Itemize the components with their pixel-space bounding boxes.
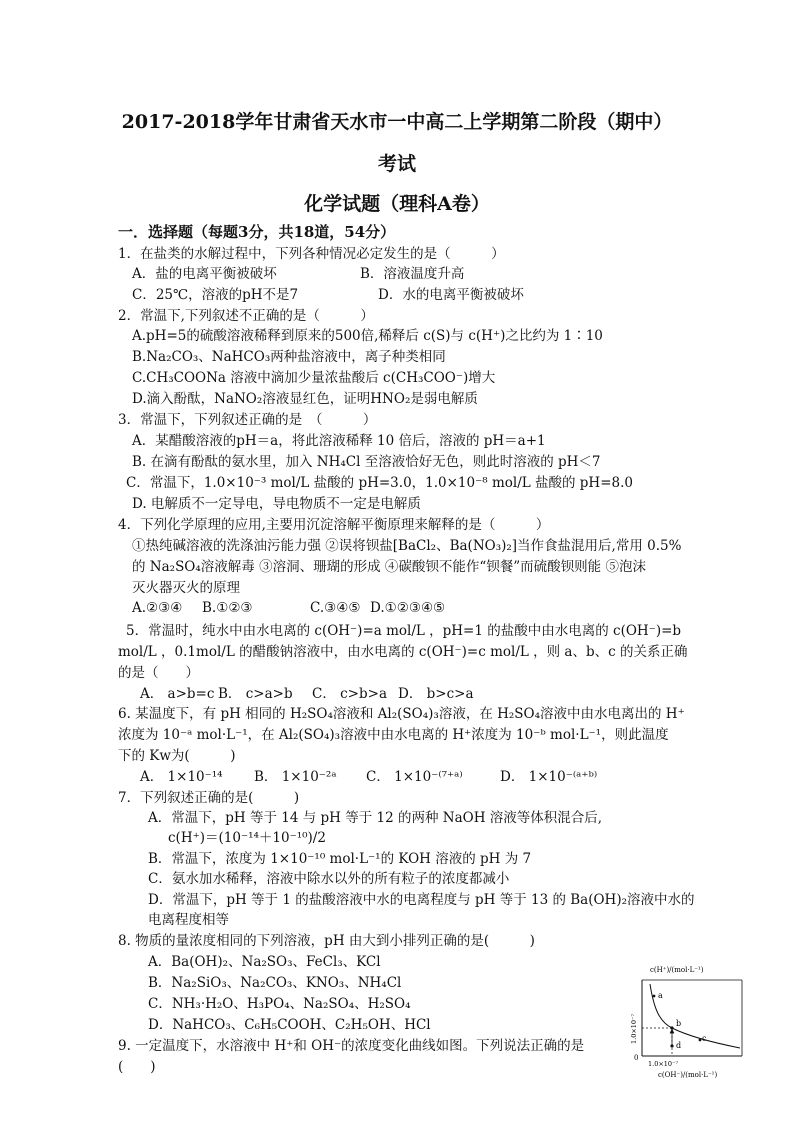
- question-8-option-b: B．Na₂SiO₃、Na₂CO₃、KNO₃、NH₄Cl: [148, 975, 402, 991]
- question-8-option-d: D．NaHCO₃、C₆H₅COOH、C₂H₅OH、HCl: [148, 1017, 431, 1033]
- question-7-option-b: B．常温下，浓度为 1×10⁻¹⁰ mol·L⁻¹的 KOH 溶液的 pH 为 7: [148, 851, 532, 867]
- graph-origin-label: 0: [634, 1054, 639, 1062]
- graph-y-axis-label: c(H⁺)/(mol·L⁻¹): [650, 966, 704, 974]
- question-1-option-a: A．盐的电离平衡被破坏: [132, 266, 277, 282]
- question-8-option-a: A．Ba(OH)₂、Na₂SO₃、FeCl₃、KCl: [148, 954, 381, 970]
- question-2-option-b: B.Na₂CO₃、NaHCO₃两种盐溶液中，离子种类相同: [132, 349, 446, 365]
- graph-point-c: [699, 1039, 702, 1042]
- question-5-option-a: A． a>b=c: [140, 686, 215, 702]
- exam-title-line1: 2017-2018学年甘肃省天水市一中高二上学期第二阶段（期中）: [121, 111, 673, 133]
- question-4-option-c: C.③④⑤: [310, 600, 361, 616]
- question-1-option-c: C．25℃，溶液的pH不是7: [132, 287, 299, 303]
- question-3-option-d: D. 电解质不一定导电，导电物质不一定是电解质: [132, 496, 421, 512]
- question-5-option-d: D． b>c>a: [398, 686, 474, 702]
- question-1-option-d: D．水的电离平衡被破坏: [378, 287, 524, 303]
- question-6-option-b: B． 1×10⁻²ᵃ: [254, 769, 337, 785]
- graph-label-a: a: [658, 991, 663, 1000]
- question-4-option-a: A.②③④: [132, 600, 183, 616]
- question-7-stem: 7．下列叙述正确的是( ): [118, 790, 300, 806]
- question-2-option-a: A.pH=5的硫酸溶液稀释到原来的500倍,稀释后 c(S)与 c(H⁺)之比约为 1∶10: [132, 328, 603, 344]
- question-3-option-c: C．常温下，1.0×10⁻³ mol/L 盐酸的 pH=3.0，1.0×10⁻⁸ mol/L 盐酸的 pH=8.0: [126, 475, 633, 491]
- exam-subtitle: 化学试题（理科A卷）: [304, 193, 490, 215]
- question-8-stem: 8. 物质的量浓度相同的下列溶液，pH 由大到小排列正确的是( ): [118, 933, 535, 949]
- question-4-line2: ①热纯碱溶液的洗涤油污能力强 ②误将钡盐[BaCl₂、Ba(NO₃)₂]当作食盐混用后,常用 0.5%: [132, 538, 682, 554]
- question-9-line1: 9. 一定温度下，水溶液中 H⁺和 OH⁻的浓度变化曲线如图。下列说法正确的是: [118, 1038, 585, 1054]
- exam-title-line2: 考试: [377, 153, 416, 175]
- question-6-option-d: D． 1×10⁻⁽ᵃ⁺ᵇ⁾: [500, 769, 598, 785]
- graph-point-a: [653, 995, 656, 998]
- question-4-option-d: D.①②③④⑤: [370, 600, 446, 616]
- graph-y-tick-label: 1.0×10⁻⁷: [630, 1013, 638, 1044]
- question-2-option-d: D.滴入酚酞，NaNO₂溶液显红色，证明HNO₂是弱电解质: [132, 391, 478, 407]
- graph-label-b: b: [676, 1019, 682, 1028]
- graph-label-d: d: [676, 1041, 682, 1050]
- question-4-option-b: B.①②③: [202, 600, 253, 616]
- question-7-option-a-line1: A．常温下，pH 等于 14 与 pH 等于 12 的两种 NaOH 溶液等体积混合后,: [148, 810, 603, 826]
- question-6-option-a: A． 1×10⁻¹⁴: [140, 769, 223, 785]
- section-heading: 一．选择题（每题3分，共18道，54分）: [118, 223, 396, 241]
- question-1-option-b: B．溶液温度升高: [360, 266, 465, 282]
- question-2-stem: 2．常温下,下列叙述不正确的是（ ）: [118, 308, 374, 324]
- graph-point-d: [670, 1044, 673, 1047]
- question-1-stem: 1．在盐类的水解过程中，下列各种情况必定发生的是（ ）: [118, 246, 505, 262]
- question-7-option-c: C．氨水加水稀释，溶液中除水以外的所有粒子的浓度都减小: [148, 871, 510, 887]
- question-6-line3: 下的 Kw为( ): [118, 748, 236, 764]
- question-4-line3: 的 Na₂SO₄溶液解毒 ③溶洞、珊瑚的形成 ④碳酸钡不能作“钡餐”而硫酸钡则能 ⑤泡沫: [132, 559, 646, 575]
- question-5-line1: 5．常温时，纯水中由水电离的 c(OH⁻)=a mol/L ，pH=1 的盐酸中由水电离的 c(OH⁻)=b: [126, 623, 682, 639]
- graph-curve: [650, 984, 740, 1048]
- question-5-line2: mol/L ，0.1mol/L 的醋酸钠溶液中，由水电离的 c(OH⁻)=c mol/L ，则 a、b、c 的关系正确: [118, 644, 688, 660]
- question-4-line4: 灭火器灭火的原理: [132, 580, 240, 596]
- question-3-option-b: B. 在滴有酚酞的氨水里，加入 NH₄Cl 至溶液恰好无色，则此时溶液的 pH＜7: [132, 454, 601, 470]
- question-6-option-c: C． 1×10⁻⁽⁷⁺ᵃ⁾: [366, 769, 463, 785]
- question-3-option-a: A．某醋酸溶液的pH＝a，将此溶液稀释 10 倍后，溶液的 pH＝a+1: [132, 433, 546, 449]
- question-5-line3: 的是（ ）: [118, 665, 199, 681]
- question-4-stem: 4．下列化学原理的应用,主要用沉淀溶解平衡原理来解释的是（ ）: [118, 517, 550, 533]
- question-8-option-c: C．NH₃·H₂O、H₃PO₄、Na₂SO₄、H₂SO₄: [148, 996, 411, 1012]
- question-7-option-d-line1: D．常温下，pH 等于 1 的盐酸溶液中水的电离程度与 pH 等于 13 的 Ba(OH)₂溶液中水的: [148, 892, 695, 908]
- question-2-option-c: C.CH₃COONa 溶液中滴加少量浓盐酸后 c(CH₃COO⁻)增大: [132, 370, 496, 386]
- question-5-option-b: B． c>a>b: [218, 686, 293, 702]
- question-3-stem: 3．常温下，下列叙述正确的是 （ ）: [118, 412, 377, 428]
- question-6-line2: 浓度为 10⁻ᵃ mol·L⁻¹，在 Al₂(SO₄)₃溶液中由水电离的 H⁺浓度为 10⁻ᵇ mol·L⁻¹，则此温度: [118, 727, 669, 743]
- graph-x-tick-label: 1.0×10⁻⁷: [648, 1060, 679, 1068]
- graph-label-c: c: [702, 1034, 707, 1043]
- graph-point-b: [670, 1026, 673, 1029]
- question-9-line2: ( ): [118, 1059, 156, 1075]
- question-7-option-d-line2: 电离程度相等: [148, 912, 229, 928]
- ion-concentration-graph: [614, 960, 750, 1080]
- graph-x-axis-label: c(OH⁻)/(mol·L⁻¹): [658, 1071, 718, 1079]
- question-7-option-a-line2: c(H⁺)＝(10⁻¹⁴＋10⁻¹⁰)/2: [168, 830, 326, 846]
- question-5-option-c: C． c>b>a: [312, 686, 387, 702]
- question-6-line1: 6. 某温度下，有 pH 相同的 H₂SO₄溶液和 Al₂(SO₄)₃溶液，在 H₂SO₄溶液中由水电离出的 H⁺: [118, 706, 685, 722]
